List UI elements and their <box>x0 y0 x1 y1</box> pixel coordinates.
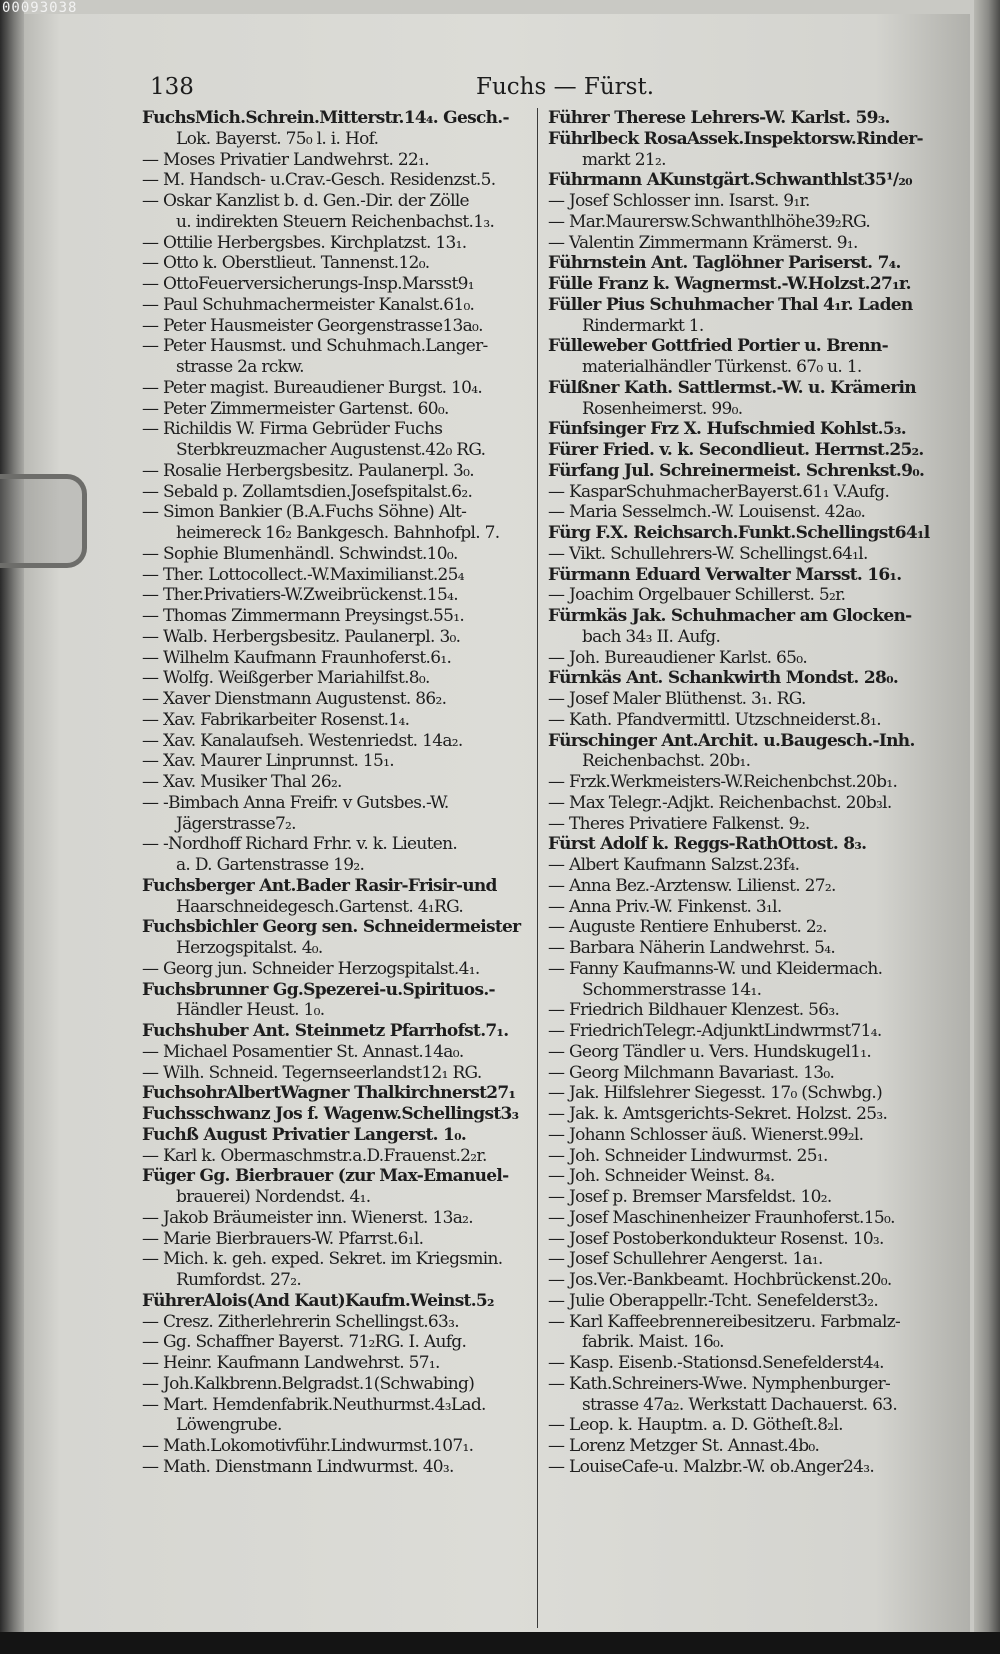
entry-surname: Fülleweber Gottfried Portier u. Brenn- <box>548 336 888 357</box>
entry-line: — Georg Tändler u. Vers. Hundskugel1₁. <box>548 1041 872 1062</box>
entry-line: — Anna Priv.-W. Finkenst. 3₁l. <box>548 896 782 917</box>
entry-line: — Wilhelm Kaufmann Fraunhoferst.6₁. <box>142 647 452 668</box>
entry-line: — Vikt. Schullehrers-W. Schellingst.64₁l. <box>548 543 868 564</box>
entry-line: — Math. Dienstmann Lindwurmst. 40₃. <box>142 1456 454 1477</box>
column-divider <box>537 108 538 1628</box>
entry-line: — Wolfg. Weißgerber Mariahilfst.8₀. <box>142 668 430 689</box>
entry-continuation: a. D. Gartenstrasse 19₂. <box>176 855 365 875</box>
entry-continuation: Lok. Bayerst. 75₀ l. i. Hof. <box>176 128 379 149</box>
entry-surname: Fuchsschwanz Jos f. Wagenw.Schellingst3₃ <box>142 1104 519 1124</box>
entry-line: — Josef p. Bremser Marsfeldst. 10₂. <box>548 1187 832 1207</box>
entry-line: — Walb. Herbergsbesitz. Paulanerpl. 3₀. <box>142 626 461 647</box>
entry-line: — Simon Bankier (B.A.Fuchs Söhne) Alt- <box>142 502 467 523</box>
entry-continuation: Löwengrube. <box>176 1415 282 1436</box>
entry-line: — Johann Schlosser äuß. Wienerst.99₂l. <box>548 1124 864 1145</box>
entry-line: — Xav. Fabrikarbeiter Rosenst.1₄. <box>142 709 410 730</box>
entry-line: — -Nordhoff Richard Frhr. v. k. Lieuten. <box>142 834 458 855</box>
entry-surname: Fürschinger Ant.Archit. u.Baugesch.-Inh. <box>548 730 915 751</box>
entry-surname: Fürst Adolf k. Reggs-RathOttost. 8₃. <box>548 834 867 855</box>
entry-surname: Fuchsbichler Georg sen. Schneidermeister <box>142 917 521 938</box>
entry-line: — Peter Hausmeister Georgenstrasse13a₀. <box>142 315 483 336</box>
right-column <box>548 108 942 1478</box>
entry-continuation: Reichenbachst. 20b₁. <box>582 751 751 772</box>
page-number: 138 <box>150 74 194 100</box>
entry-line: — Sophie Blumenhändl. Schwindst.10₀. <box>142 543 458 564</box>
entry-line: — Xav. Kanalaufseh. Westenriedst. 14a₂. <box>142 730 463 751</box>
entry-line: — Joh.Kalkbrenn.Belgradst.1(Schwabing) <box>142 1373 475 1394</box>
entry-line: — Maria Sesselmch.-W. Louisenst. 42a₀. <box>548 502 866 523</box>
entry-line: — Albert Kaufmann Salzst.23f₄. <box>548 855 800 875</box>
running-head: Fuchs — Fürst. <box>476 74 655 100</box>
entry-continuation: Herzogspitalst. 4₀. <box>176 938 323 958</box>
entry-line: — -Bimbach Anna Freifr. v Gutsbes.-W. <box>142 792 449 813</box>
entry-line: — Jak. Hilfslehrer Siegesst. 17₀ (Schwbg.) <box>548 1083 883 1104</box>
entry-surname: Fülle Franz k. Wagnermst.-W.Holzst.27₁r. <box>548 274 911 294</box>
entry-line: — Georg Milchmann Bavariast. 13₀. <box>548 1062 835 1083</box>
entry-line: — Otto k. Oberstlieut. Tannenst.12₀. <box>142 253 430 274</box>
entry-surname: Führmann AKunstgärt.Schwanthlst35¹/₂₀ <box>548 170 912 191</box>
entry-line: — M. Handsch- u.Crav.-Gesch. Residenzst.5. <box>142 170 496 191</box>
entry-line: — Peter magist. Bureaudiener Burgst. 10₄. <box>142 377 483 398</box>
entry-continuation: heimereck 16₂ Bankgesch. Bahnhofpl. 7. <box>176 523 500 543</box>
entry-line: — Joh. Schneider Lindwurmst. 25₁. <box>548 1145 828 1166</box>
entry-line: — Leop. k. Hauptm. a. D. Götheſt.8₂l. <box>548 1415 843 1436</box>
entry-surname: Fürmann Eduard Verwalter Marsst. 16₁. <box>548 564 902 585</box>
book-gutter <box>0 0 24 1654</box>
entry-surname: FuchsMich.Schrein.Mitterstr.14₄. Gesch.- <box>142 108 509 128</box>
entry-line: — Jos.Ver.-Bankbeamt. Hochbrückenst.20₀. <box>548 1270 892 1290</box>
entry-line: — Math.Lokomotivführ.Lindwurmst.107₁. <box>142 1436 474 1456</box>
entry-continuation: Rindermarkt 1. <box>582 315 704 336</box>
entry-line: — Joh. Schneider Weinst. 8₄. <box>548 1166 775 1187</box>
entry-line: — Kasp. Eisenb.-Stationsd.Senefelderst4₄. <box>548 1353 884 1373</box>
entry-line: — Rosalie Herbergsbesitz. Paulanerpl. 3₀. <box>142 460 474 481</box>
entry-continuation: materialhändler Türkenst. 67₀ u. 1. <box>582 357 862 377</box>
scan-border <box>0 1632 1000 1654</box>
entry-line: — Moses Privatier Landwehrst. 22₁. <box>142 149 429 170</box>
left-column <box>142 108 534 1478</box>
entry-line: — Michael Posamentier St. Annast.14a₀. <box>142 1041 464 1062</box>
entry-surname: Führnstein Ant. Taglöhner Pariserst. 7₄. <box>548 253 901 274</box>
entry-surname: Fülßner Kath. Sattlermst.-W. u. Krämerin <box>548 377 916 398</box>
entry-surname: Fürfang Jul. Schreinermeist. Schrenkst.9₀. <box>548 460 925 481</box>
entry-line: — Mich. k. geh. exped. Sekret. im Kriegsmin. <box>142 1249 503 1270</box>
entry-line: — Jakob Bräumeister inn. Wienerst. 13a₂. <box>142 1207 473 1228</box>
entry-surname: Füger Gg. Bierbrauer (zur Max-Emanuel- <box>142 1166 509 1187</box>
entry-line: — Julie Oberappellr.-Tcht. Senefelderst3₂. <box>548 1290 879 1311</box>
entry-surname: Fürg F.X. Reichsarch.Funkt.Schellingst64₁l <box>548 523 930 543</box>
entry-continuation: Haarschneidegesch.Gartenst. 4₁RG. <box>176 896 464 917</box>
entry-surname: FuchsohrAlbertWagner Thalkirchnerst27₁ <box>142 1083 516 1104</box>
entry-continuation: strasse 2a rckw. <box>176 357 304 377</box>
entry-surname: Füller Pius Schuhmacher Thal 4₁r. Laden <box>548 294 913 315</box>
entry-line: — Auguste Rentiere Enhuberst. 2₂. <box>548 917 827 938</box>
entry-line: — Ther. Lottocollect.-W.Maximilianst.25₄ <box>142 564 464 585</box>
entry-line: — Gg. Schaffner Bayerst. 71₂RG. I. Aufg. <box>142 1332 467 1353</box>
scan-id-stamp: 00093038 <box>2 0 78 16</box>
entry-continuation: Rumfordst. 27₂. <box>176 1270 302 1290</box>
entry-line: — Joh. Bureaudiener Karlst. 65₀. <box>548 647 808 668</box>
entry-line: — LouiseCafe-u. Malzbr.-W. ob.Anger24₃. <box>548 1456 875 1477</box>
entry-continuation: markt 21₂. <box>582 149 666 170</box>
entry-continuation: Jägerstrasse7₂. <box>176 813 296 834</box>
entry-line: — Theres Privatiere Falkenst. 9₂. <box>548 813 810 834</box>
entry-line: — Peter Zimmermeister Gartenst. 60₀. <box>142 398 449 419</box>
page-edge <box>974 0 1000 1654</box>
entry-line: — OttoFeuerversicherungs-Insp.Marsst9₁ <box>142 274 474 294</box>
entry-line: — Ottilie Herbergsbes. Kirchplatzst. 13₁. <box>142 232 467 253</box>
entry-line: — Georg jun. Schneider Herzogspitalst.4₁. <box>142 958 480 979</box>
entry-continuation: strasse 47a₂. Werkstatt Dachauerst. 63. <box>582 1394 898 1415</box>
entry-continuation: bach 34₃ II. Aufg. <box>582 626 721 647</box>
entry-line: — Wilh. Schneid. Tegernseerlandst12₁ RG. <box>142 1062 482 1083</box>
entry-line: — Xav. Musiker Thal 26₂. <box>142 772 342 792</box>
entry-surname: Fuchsberger Ant.Bader Rasir-Frisir-und <box>142 875 497 896</box>
entry-line: — Anna Bez.-Arztensw. Lilienst. 27₂. <box>548 875 836 896</box>
entry-line: — Josef Schullehrer Aengerst. 1a₁. <box>548 1249 823 1270</box>
entry-continuation: brauerei) Nordendst. 4₁. <box>176 1187 371 1207</box>
entry-line: — Oskar Kanzlist b. d. Gen.-Dir. der Zölle <box>142 191 469 211</box>
entry-surname: Fuchsbrunner Gg.Spezerei-u.Spirituos.- <box>142 979 495 1000</box>
entry-continuation: u. indirekten Steuern Reichenbachst.1₃. <box>176 211 495 232</box>
entry-line: — Cresz. Zitherlehrerin Schellingst.63₃. <box>142 1311 459 1332</box>
entry-surname: Führlbeck RosaAssek.Inspektorsw.Rinder- <box>548 128 923 149</box>
entry-line: — Joachim Orgelbauer Schillerst. 5₂r. <box>548 585 846 606</box>
entry-line: — Richildis W. Firma Gebrüder Fuchs <box>142 419 443 440</box>
entry-line: — Friedrich Bildhauer Klenzest. 56₃. <box>548 1000 840 1021</box>
entry-line: — Barbara Näherin Landwehrst. 5₄. <box>548 938 836 958</box>
entry-line: — Heinr. Kaufmann Landwehrst. 57₁. <box>142 1353 440 1373</box>
entry-line: — Mar.Maurersw.Schwanthlhöhe39₂RG. <box>548 211 871 232</box>
entry-line: — Josef Maschinenheizer Fraunhoferst.15₀. <box>548 1207 895 1228</box>
entry-line: — Frzk.Werkmeisters-W.Reichenbchst.20b₁. <box>548 772 898 792</box>
paper-clip <box>0 474 87 568</box>
page-header <box>150 74 940 104</box>
entry-line: — Kath.Schreiners-Wwe. Nymphenburger- <box>548 1373 891 1394</box>
entry-surname: Fuchß August Privatier Langerst. 1₀. <box>142 1124 467 1145</box>
entry-line: — Karl Kaffeebrennereibesitzeru. Farbmalz- <box>548 1311 901 1332</box>
entry-continuation: fabrik. Maist. 16₀. <box>582 1332 724 1353</box>
entry-line: — Xav. Maurer Linprunnst. 15₁. <box>142 751 394 772</box>
entry-line: — Xaver Dienstmann Augustenst. 86₂. <box>142 689 447 709</box>
entry-line: — Ther.Privatiers-W.Zweibrückenst.15₄. <box>142 585 458 606</box>
entry-line: — Sebald p. Zollamtsdien.Josefspitalst.6₂. <box>142 481 473 502</box>
entry-line: — Karl k. Obermaschmstr.a.D.Frauenst.2₂r. <box>142 1145 487 1166</box>
entry-surname: Fünfsinger Frz X. Hufschmied Kohlst.5₃. <box>548 419 906 440</box>
entry-line: — Jak. k. Amtsgerichts-Sekret. Holzst. 25₃. <box>548 1104 888 1124</box>
entry-line: — Josef Maler Blüthenst. 3₁. RG. <box>548 689 806 709</box>
entry-surname: Fürmkäs Jak. Schuhmacher am Glocken- <box>548 606 912 626</box>
entry-line: — Josef Schlosser inn. Isarst. 9₁r. <box>548 191 810 211</box>
entry-continuation: Schommerstrasse 14₁. <box>582 979 762 1000</box>
entry-surname: Fürnkäs Ant. Schankwirth Mondst. 28₀. <box>548 668 899 689</box>
entry-line: — KasparSchuhmacherBayerst.61₁ V.Aufg. <box>548 481 890 502</box>
entry-line: — Fanny Kaufmanns-W. und Kleidermach. <box>548 958 883 979</box>
entry-line: — Mart. Hemdenfabrik.Neuthurmst.4₃Lad. <box>142 1394 486 1415</box>
entry-surname: FührerAlois(And Kaut)Kaufm.Weinst.5₂ <box>142 1290 494 1311</box>
entry-line: — Valentin Zimmermann Krämerst. 9₁. <box>548 232 858 253</box>
entry-line: — Peter Hausmst. und Schuhmach.Langer- <box>142 336 488 357</box>
entry-line: — Kath. Pfandvermittl. Utzschneiderst.8₁. <box>548 709 881 730</box>
entry-line: — Max Telegr.-Adjkt. Reichenbachst. 20b₃l. <box>548 792 892 813</box>
entry-surname: Fuchshuber Ant. Steinmetz Pfarrhofst.7₁. <box>142 1021 509 1041</box>
entry-continuation: Rosenheimerst. 99₀. <box>582 398 743 419</box>
entry-surname: Fürer Fried. v. k. Secondlieut. Herrnst.25₂. <box>548 440 924 460</box>
entry-continuation: Händler Heust. 1₀. <box>176 1000 325 1021</box>
entry-surname: Führer Therese Lehrers-W. Karlst. 59₃. <box>548 108 890 128</box>
entry-line: — Paul Schuhmachermeister Kanalst.61₀. <box>142 294 475 315</box>
entry-line: — Marie Bierbrauers-W. Pfarrst.6₁l. <box>142 1228 424 1249</box>
entry-line: — Thomas Zimmermann Preysingst.55₁. <box>142 606 465 626</box>
entry-line: — FriedrichTelegr.-AdjunktLindwrmst71₄. <box>548 1021 882 1041</box>
entry-line: — Josef Postoberkondukteur Rosenst. 10₃. <box>548 1228 884 1249</box>
entry-line: — Lorenz Metzger St. Annast.4b₀. <box>548 1436 820 1456</box>
entry-continuation: Sterbkreuzmacher Augustenst.42₀ RG. <box>176 440 486 460</box>
